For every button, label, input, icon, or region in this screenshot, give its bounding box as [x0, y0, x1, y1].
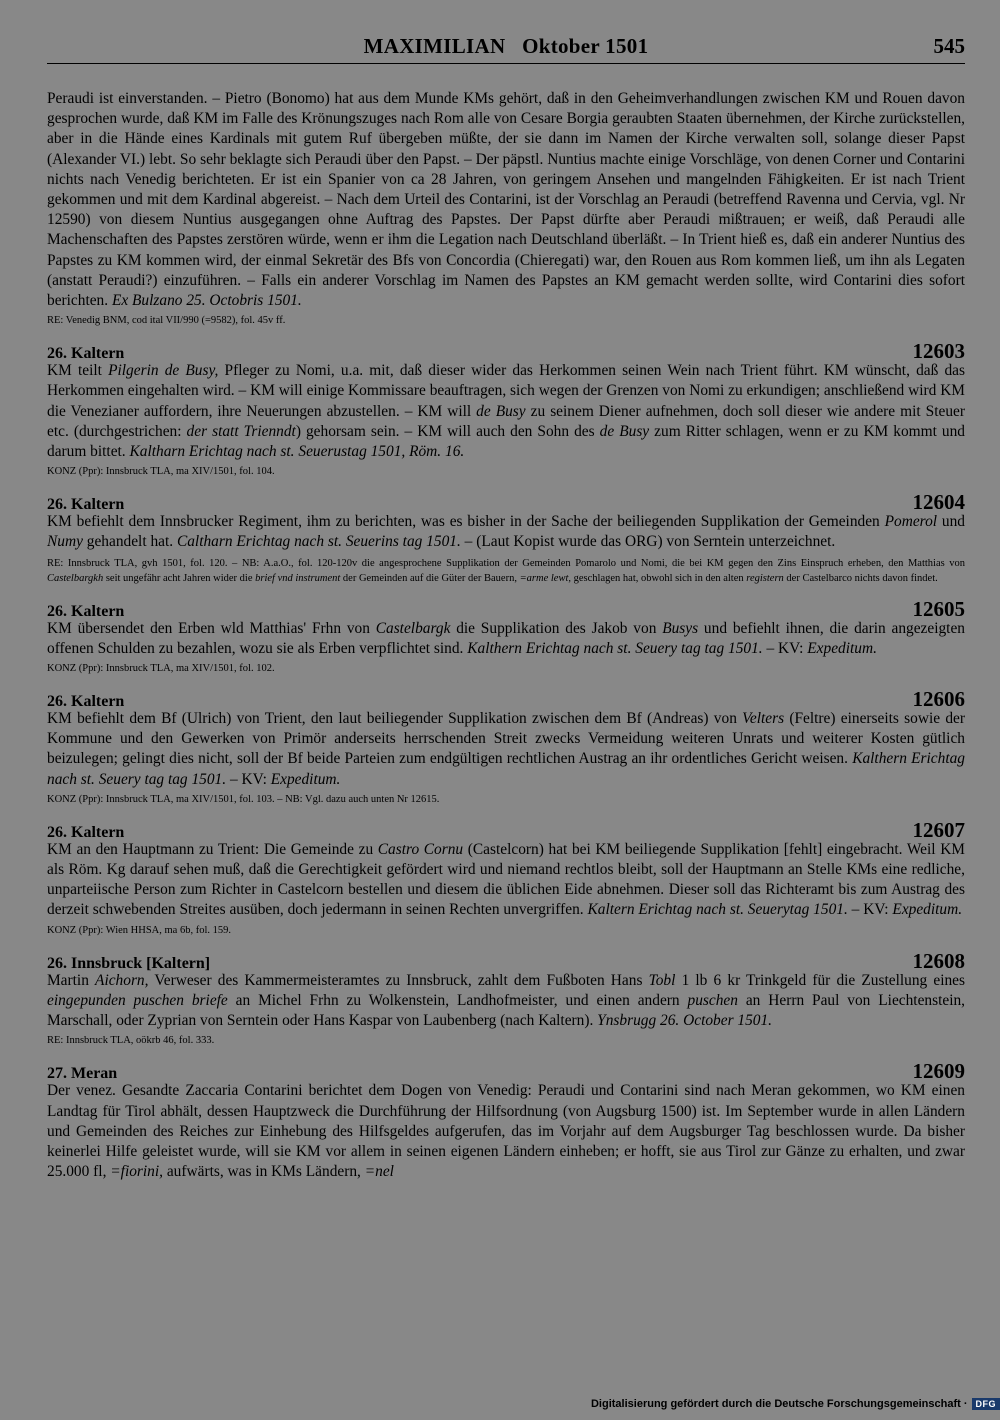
entry-12608 — [47, 949, 965, 1049]
italic-segment: Busys — [662, 619, 699, 637]
text-segment: an Michel Frhn zu Wolkenstein, Landhofmeister, und einen andern — [227, 991, 688, 1009]
ref-italic: brief vnd instrument — [255, 572, 341, 584]
ref-segment: RE: Innsbruck TLA, gvh 1501, fol. 120. – NB: A.a.O., fol. 120-120v die angesprochene Supplikation der Gemeinden Pomarolo und Nomi, die bei KM gegen den Zins Einspruch erheben, den Matthias von — [47, 557, 965, 569]
entry-12606 — [47, 687, 965, 807]
intro-reference: RE: Venedig BNM, cod ital VII/990 (=9582), fol. 45v ff. — [47, 315, 286, 327]
entry-heading — [47, 339, 965, 364]
entry-12604 — [47, 490, 965, 585]
entry-number: 12609 — [912, 1059, 965, 1084]
italic-segment: Caltharn Erichtag nach st. Seuerins tag 1501. — [176, 533, 461, 551]
entry-reference: KONZ (Ppr): Wien HHSA, ma 6b, fol. 159. — [47, 924, 231, 936]
italic-segment: Expeditum. — [270, 770, 341, 788]
text-segment: und befiehlt ihnen, die darin angezeigten offenen Schulden zu bezahlen, wozu sie als Erben verpflichtet sind. — [47, 619, 965, 657]
text-segment: Pfleger zu Nomi, u.a. mit, daß dieser wider das Herkommen seinen Wein nach Trient führt. KM wünscht, daß das Herkommen eingehalten wird. – KM will einige Kommissare beauftragen, sich wegen der Grenzen von Nomi zu erkundigen; anschließend wird KM die Venezianer auffordern, ihre Neuerungen abzustellen. – KM will — [47, 362, 966, 420]
entry-12607 — [47, 818, 965, 938]
header-rule — [47, 63, 965, 64]
text-segment: und — [937, 513, 965, 531]
ref-segment: der Gemeinden auf die Güter der Bauern, — [340, 572, 520, 584]
entry-number: 12606 — [912, 687, 965, 712]
text-segment: 1 lb 6 kr Trinkgeld für die Zustellung eines — [675, 971, 965, 989]
italic-segment: Ynsbrugg 26. October 1501. — [597, 1012, 773, 1030]
entry-reference: RE: Innsbruck TLA, oökrb 46, fol. 333. — [47, 1035, 215, 1047]
document-body — [47, 89, 965, 1182]
ref-segment: seit ungefähr acht Jahren wider die — [103, 572, 256, 584]
entry-date-place: 26. Kaltern — [47, 823, 125, 841]
intro-date: Ex Bulzano 25. Octobris 1501. — [111, 292, 302, 310]
text-segment: Verweser des Kammermeisteramtes zu Innsbruck, zahlt dem Fußboten Hans — [148, 971, 649, 989]
italic-segment: Velters — [742, 710, 785, 728]
ref-segment: geschlagen hat, obwohl sich in den alten — [571, 572, 747, 584]
entry-12609 — [47, 1059, 965, 1182]
digitization-footer — [591, 1396, 1000, 1412]
entry-number: 12603 — [912, 339, 965, 364]
entry-heading — [47, 597, 965, 619]
entry-date-place: 26. Kaltern — [47, 602, 125, 620]
text-segment: (Feltre) einerseits sowie der Kommune und den Gewerken von Primör anderseits herrschenden Streit zwecks Vermeidung weiteren Unrats und weiterer Kosten gütlich beizulegen; gelingt dies nicht, soll der Bf beide Parteien zum endgültigen rechtlichen Austrag an ihr ordentliches Gericht weisen. — [47, 710, 965, 768]
entry-number: 12605 — [912, 596, 965, 621]
text-segment: an Herrn Paul von Liechtenstein, Marschall, oder Zyprian von Serntein oder Hans Kaspar von Laubenberg (nach Kaltern). — [47, 991, 966, 1030]
entry-date-place: 26. Kaltern — [47, 345, 125, 363]
italic-segment: Pilgerin de Busy, — [108, 362, 219, 380]
italic-segment: =fiorini, — [110, 1163, 163, 1181]
text-segment: KM befiehlt dem Innsbrucker Regiment, ihm zu berichten, was es bisher in der Sache der beiliegenden Supplikation der Gemeinden — [47, 513, 885, 531]
italic-segment: Pomerol — [884, 513, 938, 531]
text-segment: aufwärts, was in KMs Ländern, — [163, 1163, 365, 1181]
text-segment: – KV: — [847, 901, 893, 919]
running-header — [47, 34, 965, 62]
entry-heading — [47, 1059, 965, 1084]
text-segment: KM teilt — [47, 362, 109, 380]
italic-segment: de Busy — [599, 422, 650, 440]
italic-segment: der statt Trienndt — [186, 422, 296, 440]
entry-number: 12607 — [912, 817, 965, 842]
entry-heading — [47, 687, 965, 712]
entry-12603 — [47, 339, 965, 479]
entry-reference: KONZ (Ppr): Innsbruck TLA, ma XIV/1501, fol. 103. – NB: Vgl. dazu auch unten Nr 12615. — [47, 793, 440, 805]
page-number: 545 — [933, 34, 965, 58]
entry-12605 — [47, 597, 965, 676]
entry-date-place: 26. Innsbruck [Kaltern] — [47, 954, 211, 972]
italic-segment: Aichorn, — [95, 971, 149, 989]
ref-italic: registern — [746, 572, 784, 584]
text-segment: – (Laut Kopist wurde das ORG) von Serntein unterzeichnet. — [460, 533, 836, 551]
entry-text — [47, 512, 965, 552]
entry-heading — [47, 490, 965, 515]
entry-date-place: 26. Kaltern — [47, 693, 125, 711]
italic-segment: Castro Cornu — [377, 840, 464, 858]
entry-text — [47, 619, 965, 659]
italic-segment: eingepunden puschen briefe — [47, 991, 228, 1009]
text-segment: – KV: — [762, 639, 808, 657]
entry-text — [47, 1081, 965, 1182]
text-segment: KM befiehlt dem Bf (Ulrich) von Trient, den laut beiliegender Supplikation zwischen dem Bf (Andreas) von — [47, 710, 743, 728]
entry-number: 12608 — [912, 948, 965, 973]
italic-segment: Tobl — [648, 971, 676, 989]
italic-segment: =nel — [364, 1163, 394, 1181]
text-segment: die Supplikation des Jakob von — [450, 619, 663, 637]
text-segment: Martin — [47, 971, 96, 989]
intro-text — [47, 89, 965, 311]
ref-italic: Castelbargkh — [47, 572, 104, 584]
text-segment: Der venez. Gesandte Zaccaria Contarini berichtet dem Dogen von Venedig: Peraudi und Contarini sind nach Meran gekommen, wo KM einen Landtag für Tirol abhält, dessen Hauptzweck die Durchführung der Hilfsordnung (von Augsburg 1500) ist. Im September wurde in allen Ländern und Gemeinden des Reiches zur Einhebung des Hilfsgeldes aufgerufen, das im Vorjahr auf dem Augsburger Tag beschlossen wurde. Da bisher keinerlei Hilfe geleistet wurde, will sie KM vor allem in seinen eigenen Ländern einheben; er hofft, sie aus Tirol zur Gänze zu erhalten, und zwar 25.000 fl, — [47, 1082, 965, 1181]
italic-segment: Numy — [47, 533, 83, 551]
document-page — [47, 0, 965, 1395]
text-segment: KM an den Hauptmann zu Trient: Die Gemeinde zu — [47, 840, 378, 858]
text-segment: KM übersendet den Erben wld Matthias' Frhn von — [47, 619, 376, 637]
dfg-logo: DFG — [972, 1398, 1000, 1410]
intro-continuation — [47, 89, 965, 328]
italic-segment: Kaltharn Erichtag nach st. Seuerustag 1501, Röm. 16. — [129, 443, 465, 461]
entry-text — [47, 361, 965, 462]
intro-text-span: Peraudi ist einverstanden. – Pietro (Bonomo) hat aus dem Munde KMs gehört, daß in den Geheimverhandlungen zwischen KM und Rouen davon gesprochen wurde, daß KM im Falle des Krönungszuges nach Rom alle von Cesare Borgia geraubten Staaten übernehmen, der Kirche zurückstellen, aber in die Hände eines Kardinals mit gutem Ruf übergeben müßte, der sie dann im Namen der Kirche verwalten soll, solange dieser Papst (Alexander VI.) lebt. So sehr beklagte sich Peraudi über den Papst. – Der päpstl. Nuntius machte einige Vorschläge, von denen Corner und Contarini nichts nach Venedig berichteten. Er ist ein Spanier von ca 28 Jahren, von geringem Ansehen und mangelnden Fähigkeiten. Er ist nach Trient gekommen und mit dem Kardinal abgereist. – Nach dem Urteil des Contarini, ist der Vorschlag an Peraudi (betreffend Ravenna und Cervia, vgl. Nr 12590) von diesem Nuntius ausgegangen ohne Auftrag des Papstes. Der Papst dürfte aber Peraudi mißtrauen; er weiß, daß Peraudi alle Machenschaften des Papstes zerstören würde, wenn er ihm die Legation nach Deutschland überläßt. – In Trient hieß es, daß ein anderer Nuntius des Papstes zu KM kommen wird, der einmal Sekretär des Bfs von Concordia (Chieregati) war, den Rouen aus Rom kommen ließ, um ihn als Legaten (anstatt Peraudi?) einzuführen. – Falls ein anderer Vorschlag im Namen des Papstes an KM gemacht werden sollte, wird Contarini dies sofort berichten. — [47, 90, 965, 310]
italic-segment: Expeditum. — [807, 639, 877, 657]
entry-reference: KONZ (Ppr): Innsbruck TLA, ma XIV/1501, fol. 104. — [47, 466, 275, 478]
header-title: MAXIMILIAN Oktober 1501 — [363, 34, 649, 58]
entry-text — [47, 971, 965, 1032]
text-segment: ) gehorsam sein. – KM will auch den Sohn des — [295, 422, 600, 440]
italic-segment: Kaltern Erichtag nach st. Seuerytag 1501. — [587, 901, 848, 919]
entry-reference: KONZ (Ppr): Innsbruck TLA, ma XIV/1501, fol. 102. — [47, 663, 275, 675]
text-segment: gehandelt hat. — [82, 533, 177, 551]
italic-segment: Expeditum. — [892, 901, 963, 919]
text-segment: zum Ritter schlagen, wenn er zu KM kommt und darum bittet. — [47, 422, 966, 461]
entry-text — [47, 709, 965, 790]
entry-date-place: 26. Kaltern — [47, 496, 125, 514]
footer-credit: Digitalisierung gefördert durch die Deutsche Forschungsgemeinschaft · — [590, 1398, 968, 1410]
italic-segment: Castelbargk — [375, 619, 451, 637]
ref-segment: der Castelbarco nichts davon findet. — [783, 572, 938, 584]
italic-segment: Kalthern Erichtag nach st. Seuery tag tag 1501. — [467, 639, 763, 657]
entry-text — [47, 840, 965, 921]
italic-segment: Kalthern Erichtag nach st. Seuery tag tag 1501. — [47, 750, 965, 788]
italic-segment: de Busy — [476, 402, 526, 420]
entry-heading — [47, 818, 965, 840]
ref-italic: =arme lewt, — [519, 572, 572, 584]
entry-heading — [47, 949, 965, 971]
entry-number: 12604 — [912, 490, 965, 515]
entry-reference — [47, 556, 965, 586]
text-segment: – KV: — [226, 770, 271, 788]
italic-segment: puschen — [687, 991, 738, 1009]
text-segment: (Castelcorn) hat bei KM beiliegende Supplikation [fehlt] eingebracht. Weil KM als Röm. Kg darauf sehen muß, daß die Gerechtigkeit gefördert wird und niemand rechtlos bleibt, soll der Hauptmann an Stelle KMs eine redliche, unparteiische Person zum Richter in Castelcorn bestellen und diesem die üblichen Eide abnehmen. Dieser soll das Richteramt bis zum Austrag des derzeit schwebenden Streites ausüben, doch jedermann in seinen Rechten unvergriffen. — [47, 840, 965, 919]
entry-date-place: 27. Meran — [47, 1065, 118, 1083]
text-segment: zu seinem Diener aufnehmen, doch soll dieser wie andere mit Steuer etc. (durchgestrichen: — [47, 402, 965, 440]
